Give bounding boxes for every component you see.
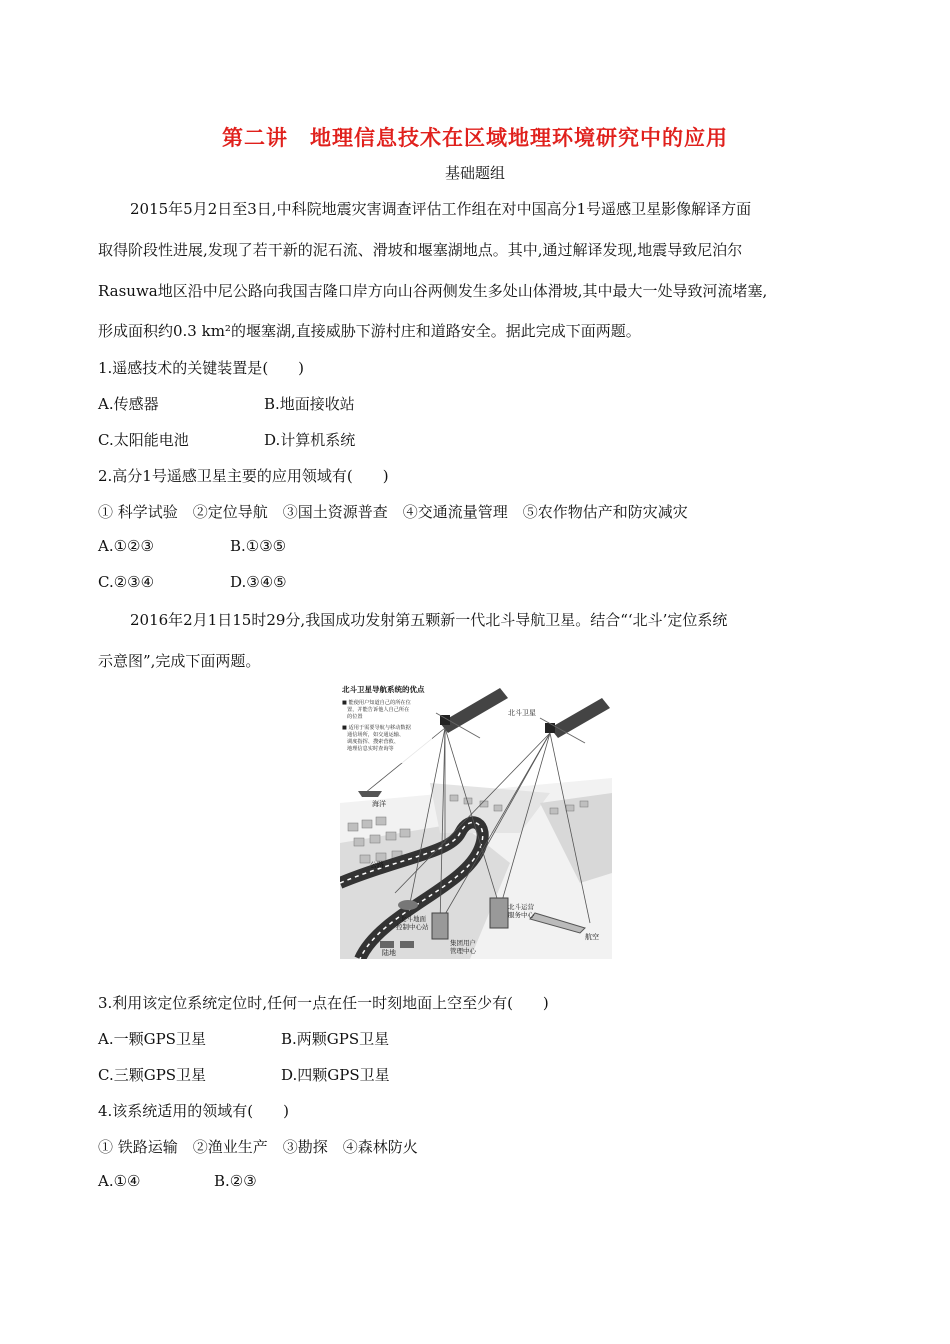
- question-3-option-d: D.四颗GPS卫星: [281, 1066, 390, 1084]
- question-3-option-c: C.三颗GPS卫星: [98, 1066, 207, 1084]
- question-3-stem: 3.利用该定位系统定位时,任何一点在任一时刻地面上空至少有( ): [98, 994, 549, 1012]
- ocean-label: 海洋: [372, 800, 386, 808]
- question-2-option-c: C.②③④: [98, 573, 155, 591]
- question-2-stem: 2.高分1号遥感卫星主要的应用领域有( ): [98, 467, 389, 485]
- question-1-option-c: C.太阳能电池: [98, 431, 189, 449]
- question-1-option-b: B.地面接收站: [264, 395, 355, 413]
- group-user-label: 集团用户: [450, 939, 476, 947]
- section-heading: 基础题组: [444, 164, 505, 182]
- question-1-stem: 1.遥感技术的关键装置是( ): [98, 359, 305, 377]
- group-user-building-icon: [432, 913, 448, 939]
- passage2-line: 2016年2月1日15时29分,我国成功发射第五颗新一代北斗导航卫星。结合“‘北斗’定位系统: [130, 611, 728, 629]
- question-4-stem: 4.该系统适用的领域有( ): [98, 1102, 290, 1120]
- figure-heading: 北斗卫星导航系统的优点: [342, 685, 425, 694]
- page-title: 第二讲 地理信息技术在区域地理环境研究中的应用: [222, 126, 728, 150]
- passage1-line: 2015年5月2日至3日,中科院地震灾害调查评估工作组在对中国高分1号遥感卫星影像解译方面: [130, 200, 752, 218]
- passage1-line: 形成面积约0.3 km²的堰塞湖,直接威胁下游村庄和道路安全。据此完成下面两题。: [98, 322, 641, 340]
- ship-icon: [358, 791, 382, 797]
- car-icon: [380, 941, 394, 948]
- control-station-label: 控制中心站: [396, 923, 429, 931]
- question-3-option-a: A.一颗GPS卫星: [98, 1030, 206, 1048]
- figure-bullet-1: 置，并能告诉他人自己所在: [347, 707, 410, 713]
- figure-bullet-2: 地理信息实时查询等: [347, 746, 394, 752]
- passage1-line: Rasuwa地区沿中尼公路向我国吉隆口岸方向山谷两侧发生多处山体滑坡,其中最大一处导致河流堵塞,: [98, 282, 768, 300]
- control-station-dish-icon: [398, 900, 418, 910]
- question-1-option-d: D.计算机系统: [264, 431, 356, 449]
- question-4-items: ① 铁路运输 ②渔业生产 ③勘探 ④森林防火: [98, 1138, 418, 1156]
- service-center-building-icon: [490, 898, 508, 928]
- question-2-items: ① 科学试验 ②定位导航 ③国土资源普查 ④交通流量管理 ⑤农作物估产和防灾减灾: [98, 503, 688, 521]
- group-user-label: 管理中心: [450, 947, 476, 955]
- figure-bullet-2: ■ 适用于需要导航与移动数据: [342, 725, 411, 731]
- passage2-line: 示意图”,完成下面两题。: [98, 652, 261, 670]
- land-label: 陆地: [382, 949, 396, 957]
- question-4-option-b: B.②③: [214, 1172, 257, 1190]
- question-2-option-d: D.③④⑤: [230, 573, 287, 591]
- figure-bullet-2: 通信场所，如交通运输、: [347, 732, 405, 738]
- figure-bullet-1: ■ 能使用户知道自己的所在位: [342, 700, 411, 706]
- service-center-label: 北斗运营: [508, 903, 534, 911]
- question-1-option-a: A.传感器: [98, 395, 159, 413]
- question-4-option-a: A.①④: [98, 1172, 141, 1190]
- figure-bullet-1: 的位置: [347, 714, 363, 720]
- question-2-option-a: A.①②③: [98, 537, 154, 555]
- passage1-line: 取得阶段性进展,发现了若干新的泥石流、滑坡和堰塞湖地点。其中,通过解译发现,地震导致尼泊尔: [98, 241, 743, 259]
- figure-bullet-2: 调度指挥、搜索营救、: [347, 739, 399, 745]
- question-2-option-b: B.①③⑤: [230, 537, 287, 555]
- beidou-system-diagram: [340, 683, 612, 959]
- question-3-option-b: B.两颗GPS卫星: [281, 1030, 390, 1048]
- satellite-label: 北斗卫星: [508, 709, 536, 717]
- control-station-label: 北斗地面: [400, 915, 426, 923]
- service-center-label: 服务中心: [508, 911, 534, 919]
- road-label: 公路: [370, 861, 384, 869]
- aviation-label: 航空: [585, 933, 599, 941]
- car-icon: [400, 941, 414, 948]
